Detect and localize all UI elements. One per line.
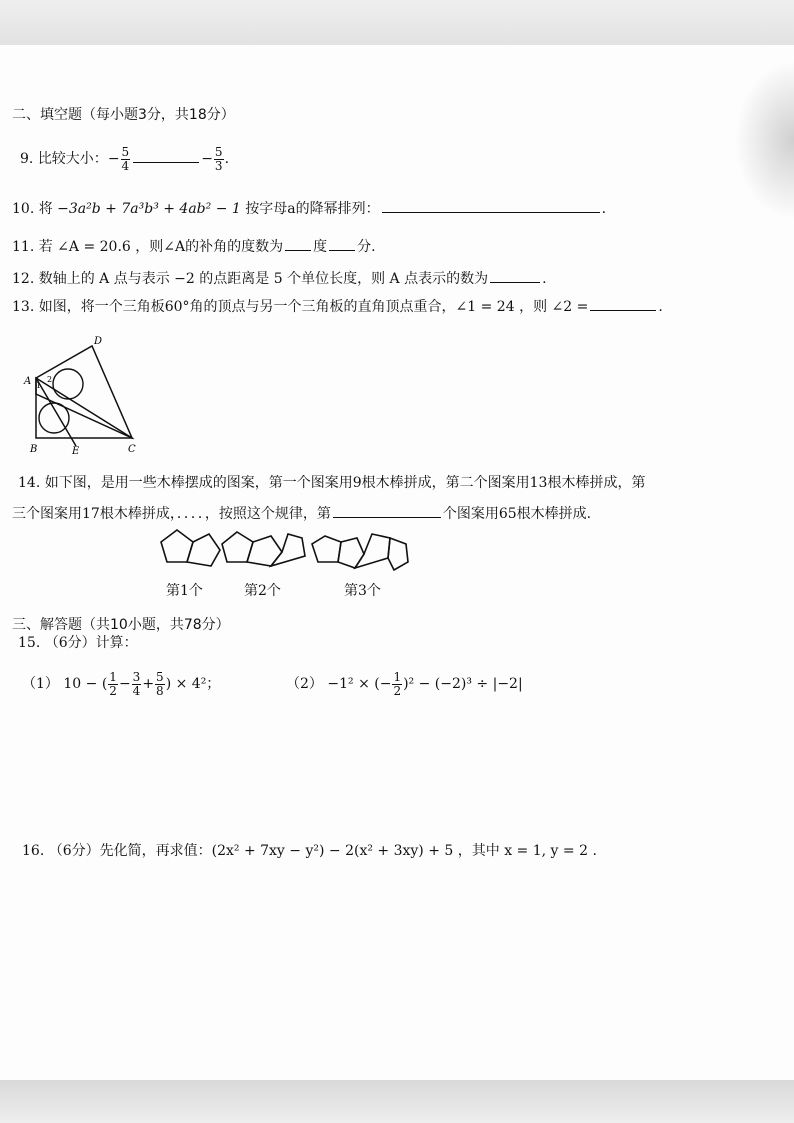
section2-title: 二、填空题（每小题3分，共18分） [12, 107, 235, 123]
q14-number: 14. [18, 475, 41, 491]
q15-head: （6分）计算： [44, 635, 138, 651]
label-C: C [128, 444, 136, 455]
q12-number: 12. [12, 271, 35, 287]
triangle-right-angle [36, 378, 132, 438]
q15-f3-den: 8 [156, 683, 164, 698]
q9-b-sign: − [201, 151, 213, 167]
triangle-edge-ae [36, 378, 76, 446]
q16-text: （6分）先化简，再求值：(2x² + 7xy − y²) − 2(x² + 3xy) + 5 ，其中 x = 1, y = 2 . [48, 843, 597, 859]
q15-f3-num: 5 [156, 669, 164, 684]
pattern3-pentagon-1 [312, 536, 341, 562]
q9-fraction-b [214, 146, 224, 173]
q13-end: . [658, 299, 663, 315]
q16-number: 16. [22, 843, 45, 859]
q11-pre: 若 ∠A = 20.6 ，则∠A的补角的度数为 [38, 239, 284, 255]
pattern3-pentagon-3 [355, 534, 390, 568]
label-B: B [30, 444, 38, 455]
question-16 [22, 842, 597, 860]
q15-part1-label: （1） [22, 676, 59, 692]
label-E: E [72, 446, 80, 456]
scan-top-border [0, 0, 794, 45]
label-angle-1: 1 [36, 381, 42, 390]
question-11 [12, 236, 376, 256]
question-15-head [18, 634, 138, 652]
q9-number: 9. [20, 151, 34, 167]
pattern3-pentagon-4 [388, 538, 408, 570]
q10-number: 10. [12, 201, 35, 217]
q10-pre: 将 [38, 201, 53, 217]
q11-minute-blank[interactable] [329, 236, 355, 251]
q10-expression: −3a²b + 7a³b³ + 4ab² − 1 [57, 201, 241, 217]
q12-answer-blank[interactable] [490, 268, 540, 283]
question-12 [12, 268, 547, 288]
q15-f2-den: 4 [132, 683, 141, 698]
pattern-caption-1: 第1个 [166, 583, 203, 599]
triangle-hole-upper [53, 369, 83, 399]
q9-answer-blank[interactable] [133, 148, 199, 163]
q10-end: . [601, 201, 607, 217]
q15-f4-den: 2 [393, 683, 402, 698]
question-9 [20, 140, 229, 178]
q15-fraction-4 [392, 671, 402, 698]
label-angle-2: 2 [47, 375, 53, 384]
q14-answer-blank[interactable] [333, 503, 441, 518]
q15-f4-num: 1 [393, 669, 402, 684]
q15-f1-den: 2 [109, 683, 117, 698]
section3-title: 三、解答题（共10小题，共78分） [12, 617, 230, 633]
q15-part1-pre: 10 − ( [63, 676, 108, 692]
q10-post: 按字母a的降幂排列： [245, 201, 380, 217]
q13-answer-blank[interactable] [590, 296, 656, 311]
label-D: D [94, 336, 103, 347]
pattern-caption-3: 第3个 [344, 583, 381, 599]
q15-part2-post: )² − (−2)³ ÷ |−2| [403, 676, 523, 692]
q13-text: 如图，将一个三角板60°角的顶点与另一个三角板的直角顶点重合，∠1 = 24 ，则 ∠2 = [38, 299, 589, 315]
q15-part2-pre: −1² × (− [327, 676, 392, 692]
question-10 [12, 198, 606, 218]
pattern2-pentagon-3 [271, 534, 305, 566]
q15-number: 15. [18, 635, 41, 651]
q15-part1-post: ) × 4²； [165, 676, 221, 692]
pattern-caption-2: 第2个 [244, 583, 281, 599]
scan-smudge [734, 60, 794, 220]
q15-f1-num: 1 [109, 669, 117, 684]
question-14-line1 [18, 474, 645, 492]
scan-bottom-border [0, 1080, 794, 1123]
q10-answer-blank[interactable] [382, 198, 600, 213]
pentagon-pattern-figure [150, 524, 420, 574]
q11-mid: 度 [313, 239, 328, 255]
q15-f2-num: 3 [132, 669, 141, 684]
q15-fraction-2 [132, 671, 142, 698]
q12-text: 数轴上的 A 点与表示 −2 的点距离是 5 个单位长度，则 A 点表示的数为 [38, 271, 489, 287]
question-15-part1: （1） 10 − ( $\frac{1}{2}$ − $\frac{3}{4}$ + $\frac{5}{8}$ ) × 4²； [22, 669, 221, 698]
q14-line1-text: 如下图，是用一些木棒摆成的图案，第一个图案用9根木棒拼成，第二个图案用13根木棒拼成，第 [44, 475, 646, 491]
q9-fraction-a [121, 146, 131, 173]
question-15-part2 [286, 666, 523, 702]
q9-end: . [224, 151, 230, 167]
question-13 [12, 296, 663, 316]
triangle-60-degree [36, 346, 132, 438]
q9-a-numerator: 5 [121, 144, 130, 159]
pattern2-pentagon-2 [247, 536, 282, 566]
label-A: A [24, 376, 32, 387]
pattern1-pentagon-2 [187, 534, 220, 566]
q9-text: 比较大小： [37, 151, 108, 167]
q12-end: . [542, 271, 547, 287]
q11-number: 11. [12, 239, 35, 255]
question-14-line2 [12, 503, 591, 523]
q9-b-numerator: 5 [214, 144, 223, 159]
q9-b-denominator: 3 [214, 158, 223, 173]
q15-fraction-3 [155, 671, 165, 698]
triangle-figure [22, 334, 142, 456]
q9-a-sign: − [107, 151, 120, 167]
q15-part2-label: （2） [286, 676, 323, 692]
q13-number: 13. [12, 299, 35, 315]
q11-end: 分. [357, 239, 376, 255]
q15-fraction-1 [108, 671, 118, 698]
q14-line2-pre: 三个图案用17根木棒拼成，．．．．，按照这个规律，第 [12, 506, 331, 522]
q11-degree-blank[interactable] [285, 236, 311, 251]
q14-line2-post: 个图案用65根木棒拼成. [442, 506, 592, 522]
pattern3-pentagon-2 [338, 538, 364, 568]
q9-a-denominator: 4 [121, 158, 130, 173]
